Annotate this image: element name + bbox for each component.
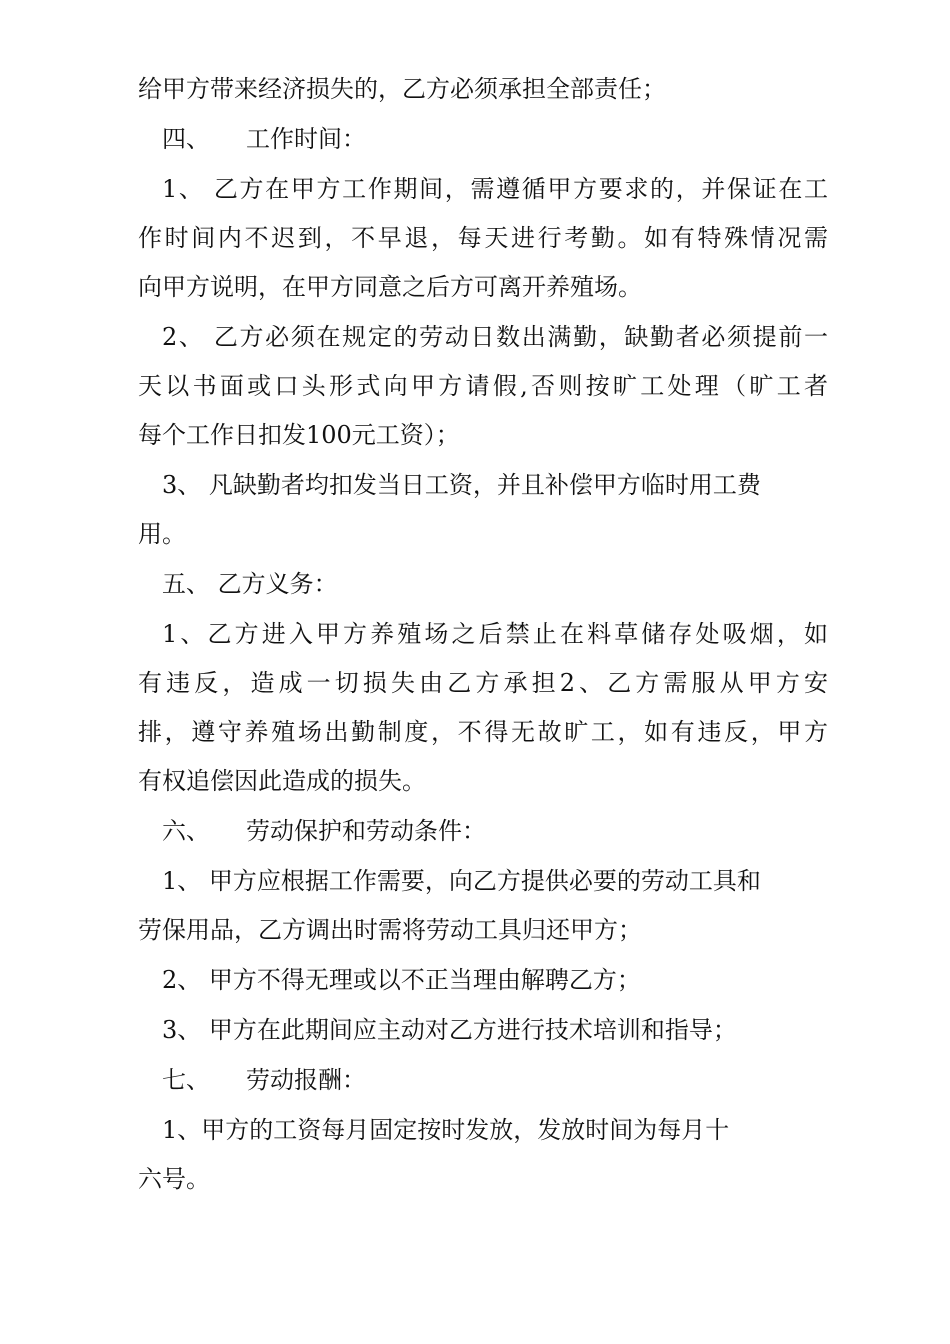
section-heading-6: 六、 劳动保护和劳动条件： — [162, 817, 486, 845]
paragraph-line: 1、 乙方在甲方工作期间，需遵循甲方要求的，并保证在工 — [162, 175, 828, 203]
paragraph-line: 3、 凡缺勤者均扣发当日工资，并且补偿甲方临时用工费 — [162, 471, 761, 499]
paragraph-line: 作时间内不迟到，不早退，每天进行考勤。如有特殊情况需 — [138, 224, 828, 252]
paragraph-line: 天以书面或口头形式向甲方请假,否则按旷工处理（旷工者 — [138, 372, 828, 400]
paragraph-line: 向甲方说明，在甲方同意之后方可离开养殖场。 — [138, 273, 642, 301]
paragraph-line: 2、 甲方不得无理或以不正当理由解聘乙方； — [162, 966, 641, 994]
section-heading-7: 七、 劳动报酬： — [162, 1066, 366, 1094]
paragraph-line: 给甲方带来经济损失的，乙方必须承担全部责任； — [138, 75, 666, 103]
paragraph-line: 六号。 — [138, 1165, 210, 1193]
document-body — [138, 77, 828, 1191]
paragraph-line: 有违反，造成一切损失由乙方承担2、乙方需服从甲方安 — [138, 669, 828, 697]
paragraph-line: 有权追偿因此造成的损失。 — [138, 767, 426, 795]
paragraph-line: 劳保用品，乙方调出时需将劳动工具归还甲方； — [138, 916, 642, 944]
paragraph-line: 排，遵守养殖场出勤制度，不得无故旷工，如有违反，甲方 — [138, 718, 828, 746]
paragraph-line: 3、 甲方在此期间应主动对乙方进行技术培训和指导； — [162, 1016, 737, 1044]
paragraph-line: 每个工作日扣发100元工资）； — [138, 421, 460, 449]
section-heading-5: 五、 乙方义务： — [162, 570, 338, 598]
paragraph-line: 1、甲方的工资每月固定按时发放，发放时间为每月十 — [162, 1116, 730, 1144]
paragraph-line: 用。 — [138, 520, 186, 548]
section-heading-4: 四、 工作时间： — [162, 125, 366, 153]
paragraph-line: 1、 甲方应根据工作需要，向乙方提供必要的劳动工具和 — [162, 867, 761, 895]
paragraph-line: 2、 乙方必须在规定的劳动日数出满勤，缺勤者必须提前一 — [162, 323, 828, 351]
paragraph-line: 1、乙方进入甲方养殖场之后禁止在料草储存处吸烟，如 — [162, 620, 828, 648]
